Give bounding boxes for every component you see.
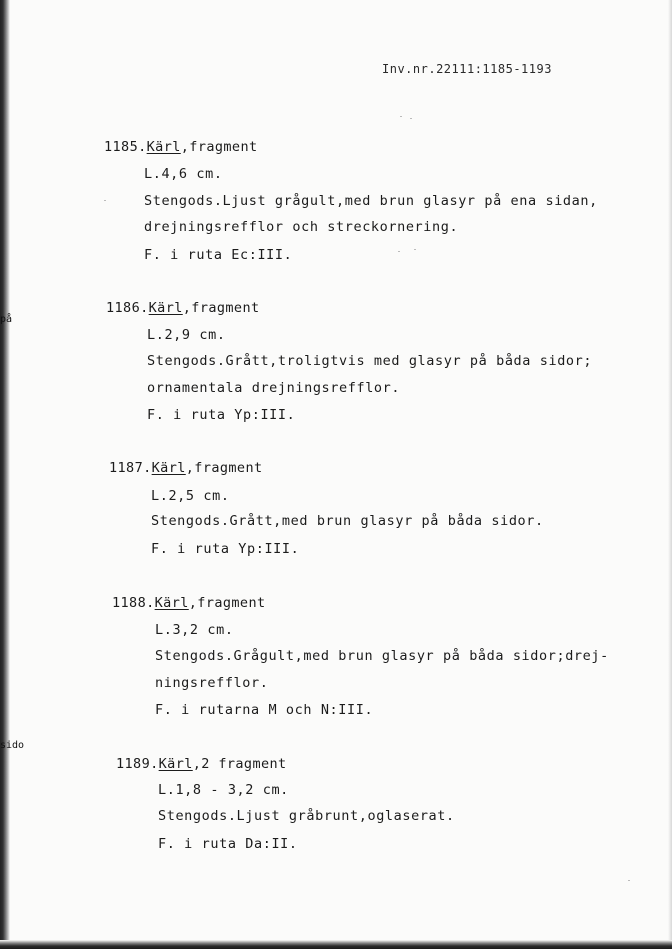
entry-material: Stengods.Grått,troligtvis med glasyr på båda sidor; [147, 353, 593, 369]
entry-kind: Kärl [151, 460, 186, 476]
entry-kind: Kärl [158, 756, 193, 772]
entry-number: 1185. [104, 139, 147, 155]
scan-speck [414, 249, 416, 250]
entry-heading [106, 300, 260, 316]
page-bottom-edge [0, 940, 672, 949]
entry-material-cont: ningsrefflor. [155, 675, 269, 691]
entry-kind: Kärl [154, 595, 189, 611]
entry-description: ,2 fragment [192, 756, 287, 772]
scan-speck [398, 251, 400, 252]
entry-length: L.2,9 cm. [147, 327, 226, 343]
entry-number: 1189. [116, 756, 159, 772]
entry-length: L.1,8 - 3,2 cm. [158, 782, 289, 798]
entry-findspot: F. i ruta Ec:III. [144, 247, 293, 263]
entry-material-cont: drejningsrefflor och streckornering. [144, 219, 459, 235]
entry-heading [104, 139, 258, 155]
entry-length: L.3,2 cm. [155, 622, 234, 638]
scan-speck [410, 118, 412, 119]
entry-findspot: F. i ruta Da:II. [158, 836, 298, 852]
entry-material-cont: ornamentala drejningsrefflor. [147, 380, 401, 396]
entry-material: Stengods.Ljust gråbrunt,oglaserat. [158, 808, 455, 824]
entry-description: ,fragment [185, 460, 263, 476]
entry-heading [116, 756, 287, 772]
entry-description: ,fragment [182, 300, 260, 316]
entry-material: Stengods.Grått,med brun glasyr på båda sidor. [151, 513, 544, 529]
entry-findspot: F. i ruta Yp:III. [147, 407, 296, 423]
entry-kind: Kärl [146, 139, 181, 155]
entry-length: L.4,6 cm. [144, 166, 223, 182]
entry-heading [109, 460, 263, 476]
entry-material: Stengods.Grågult,med brun glasyr på båda sidor;drej- [155, 648, 609, 664]
scan-speck [400, 116, 402, 117]
entry-description: ,fragment [188, 595, 266, 611]
page-right-edge [668, 0, 672, 949]
entry-kind: Kärl [148, 300, 183, 316]
entry-number: 1188. [112, 595, 155, 611]
scan-speck [104, 200, 106, 201]
inventory-number: Inv.nr.22111:1185-1193 [382, 62, 552, 76]
entry-findspot: F. i ruta Yp:III. [151, 541, 300, 557]
margin-fragment-bottom: sido [0, 740, 25, 751]
scan-speck [628, 880, 630, 881]
margin-fragment-top: på [0, 314, 13, 325]
entry-findspot: F. i rutarna M och N:III. [155, 702, 374, 718]
entry-length: L.2,5 cm. [151, 488, 230, 504]
entry-number: 1186. [106, 300, 149, 316]
entry-description: ,fragment [180, 139, 258, 155]
entry-material: Stengods.Ljust grågult,med brun glasyr på ena sidan, [144, 193, 598, 209]
entry-number: 1187. [109, 460, 152, 476]
entry-heading [112, 595, 266, 611]
